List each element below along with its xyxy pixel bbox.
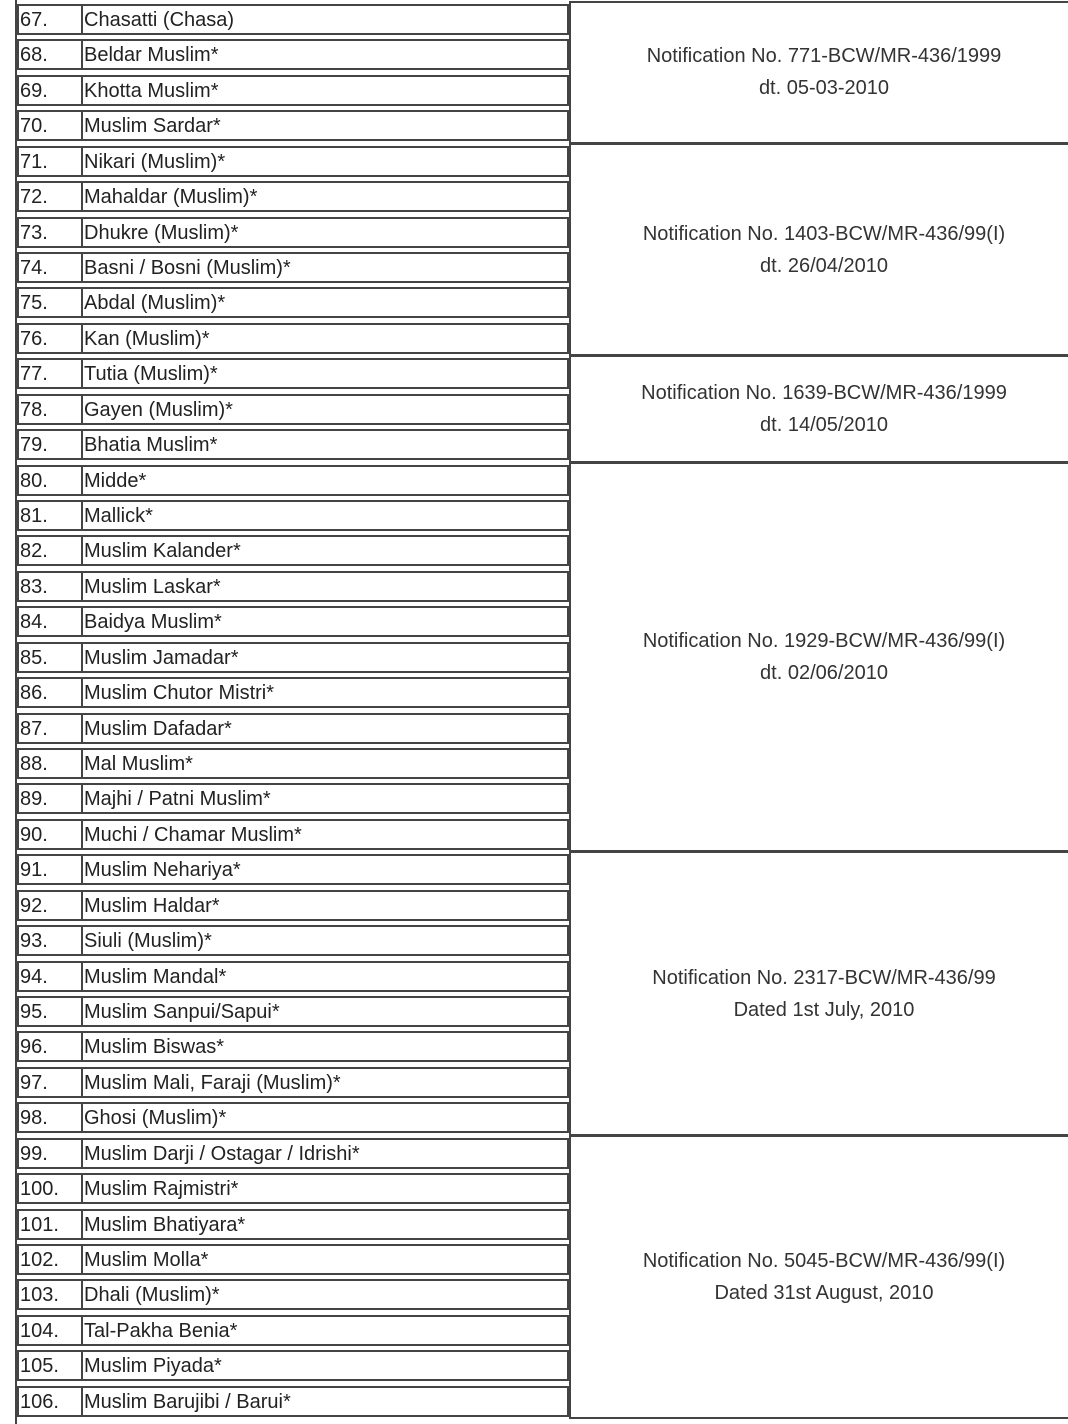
caste-name-cell: Tutia (Muslim)* xyxy=(81,358,569,389)
notification-number: Notification No. 771-BCW/MR-436/1999 xyxy=(646,45,1002,68)
caste-name-cell: Gayen (Muslim)* xyxy=(81,394,569,425)
serial-number-cell: 88. xyxy=(17,748,83,779)
notification-cell xyxy=(569,355,1068,462)
serial-number-cell: 91. xyxy=(17,854,83,885)
caste-name-cell: Beldar Muslim* xyxy=(81,39,569,70)
notification-cell xyxy=(569,1,1068,144)
caste-name-cell: Mahaldar (Muslim)* xyxy=(81,181,569,212)
serial-number-cell: 93. xyxy=(17,925,83,956)
caste-name-cell: Muslim Nehariya* xyxy=(81,854,569,885)
caste-name-cell: Muslim Bhatiyara* xyxy=(81,1209,569,1240)
caste-name-cell: Majhi / Patni Muslim* xyxy=(81,783,569,814)
caste-name-cell: Mallick* xyxy=(81,500,569,531)
notification-number: Notification No. 1639-BCW/MR-436/1999 xyxy=(641,381,1007,404)
serial-number-cell: 67. xyxy=(17,4,83,35)
caste-name-cell: Muslim Rajmistri* xyxy=(81,1173,569,1204)
notification-cell xyxy=(569,143,1068,357)
serial-number-cell: 68. xyxy=(17,39,83,70)
serial-number-cell: 101. xyxy=(17,1209,83,1240)
caste-name-cell: Khotta Muslim* xyxy=(81,75,569,106)
caste-name-cell: Muslim Sanpui/Sapui* xyxy=(81,996,569,1027)
caste-name-cell: Muslim Kalander* xyxy=(81,535,569,566)
caste-name-cell: Muslim Molla* xyxy=(81,1244,569,1275)
caste-name-cell: Muchi / Chamar Muslim* xyxy=(81,819,569,850)
caste-name-cell: Basni / Bosni (Muslim)* xyxy=(81,252,569,283)
caste-name-cell: Dhali (Muslim)* xyxy=(81,1279,569,1310)
serial-number-cell: 87. xyxy=(17,713,83,744)
serial-number-cell: 75. xyxy=(17,287,83,318)
notification-date: dt. 26/04/2010 xyxy=(760,254,888,277)
serial-number-cell: 79. xyxy=(17,429,83,460)
notification-date: dt. 05-03-2010 xyxy=(758,77,890,100)
notification-date: Dated 31st August, 2010 xyxy=(714,1281,934,1304)
serial-number-cell: 71. xyxy=(17,146,83,177)
serial-number-cell: 70. xyxy=(17,110,83,141)
caste-name-cell: Chasatti (Chasa) xyxy=(81,4,569,35)
serial-number-cell: 85. xyxy=(17,642,83,673)
serial-number-cell: 92. xyxy=(17,890,83,921)
serial-number-cell: 105. xyxy=(17,1350,83,1381)
serial-number-cell: 96. xyxy=(17,1031,83,1062)
serial-number-cell: 84. xyxy=(17,606,83,637)
serial-number-cell: 106. xyxy=(17,1386,83,1417)
notification-date: dt. 02/06/2010 xyxy=(760,661,888,684)
notification-date: Dated 1st July, 2010 xyxy=(733,998,915,1021)
caste-name-cell: Baidya Muslim* xyxy=(81,606,569,637)
serial-number-cell: 69. xyxy=(17,75,83,106)
caste-name-cell: Muslim Jamadar* xyxy=(81,642,569,673)
caste-name-cell: Muslim Dafadar* xyxy=(81,713,569,744)
notification-number: Notification No. 5045-BCW/MR-436/99(I) xyxy=(642,1249,1006,1272)
serial-number-cell: 99. xyxy=(17,1138,83,1169)
notification-cell xyxy=(569,1135,1068,1419)
serial-number-cell: 78. xyxy=(17,394,83,425)
serial-number-cell: 94. xyxy=(17,961,83,992)
notification-number: Notification No. 1929-BCW/MR-436/99(I) xyxy=(642,629,1006,652)
caste-name-cell: Muslim Haldar* xyxy=(81,890,569,921)
caste-name-cell: Muslim Chutor Mistri* xyxy=(81,677,569,708)
caste-name-cell: Siuli (Muslim)* xyxy=(81,925,569,956)
serial-number-cell: 77. xyxy=(17,358,83,389)
caste-name-cell: Nikari (Muslim)* xyxy=(81,146,569,177)
caste-name-cell: Muslim Barujibi / Barui* xyxy=(81,1386,569,1417)
serial-number-cell: 74. xyxy=(17,252,83,283)
notification-date: dt. 14/05/2010 xyxy=(760,413,888,436)
serial-number-cell: 89. xyxy=(17,783,83,814)
notification-number: Notification No. 1403-BCW/MR-436/99(I) xyxy=(642,222,1006,245)
caste-name-cell: Muslim Biswas* xyxy=(81,1031,569,1062)
caste-name-cell: Kan (Muslim)* xyxy=(81,323,569,354)
notification-cell xyxy=(569,462,1068,853)
serial-number-cell: 102. xyxy=(17,1244,83,1275)
serial-number-cell: 76. xyxy=(17,323,83,354)
serial-number-cell: 97. xyxy=(17,1067,83,1098)
caste-name-cell: Muslim Sardar* xyxy=(81,110,569,141)
serial-number-cell: 98. xyxy=(17,1102,83,1133)
serial-number-cell: 95. xyxy=(17,996,83,1027)
serial-number-cell: 90. xyxy=(17,819,83,850)
caste-name-cell: Bhatia Muslim* xyxy=(81,429,569,460)
serial-number-cell: 83. xyxy=(17,571,83,602)
serial-number-cell: 73. xyxy=(17,217,83,248)
serial-number-cell: 100. xyxy=(17,1173,83,1204)
caste-name-cell: Muslim Mali, Faraji (Muslim)* xyxy=(81,1067,569,1098)
caste-name-cell: Ghosi (Muslim)* xyxy=(81,1102,569,1133)
notification-cell xyxy=(569,851,1068,1135)
serial-number-cell: 104. xyxy=(17,1315,83,1346)
serial-number-cell: 72. xyxy=(17,181,83,212)
caste-name-cell: Muslim Mandal* xyxy=(81,961,569,992)
notification-number: Notification No. 2317-BCW/MR-436/99 xyxy=(652,966,996,989)
caste-name-cell: Midde* xyxy=(81,465,569,496)
caste-name-cell: Muslim Laskar* xyxy=(81,571,569,602)
serial-number-cell: 80. xyxy=(17,465,83,496)
caste-name-cell: Tal-Pakha Benia* xyxy=(81,1315,569,1346)
serial-number-cell: 81. xyxy=(17,500,83,531)
serial-number-cell: 103. xyxy=(17,1279,83,1310)
caste-name-cell: Mal Muslim* xyxy=(81,748,569,779)
serial-number-cell: 82. xyxy=(17,535,83,566)
serial-number-cell: 86. xyxy=(17,677,83,708)
caste-name-cell: Muslim Piyada* xyxy=(81,1350,569,1381)
caste-name-cell: Dhukre (Muslim)* xyxy=(81,217,569,248)
caste-name-cell: Muslim Darji / Ostagar / Idrishi* xyxy=(81,1138,569,1169)
caste-name-cell: Abdal (Muslim)* xyxy=(81,287,569,318)
